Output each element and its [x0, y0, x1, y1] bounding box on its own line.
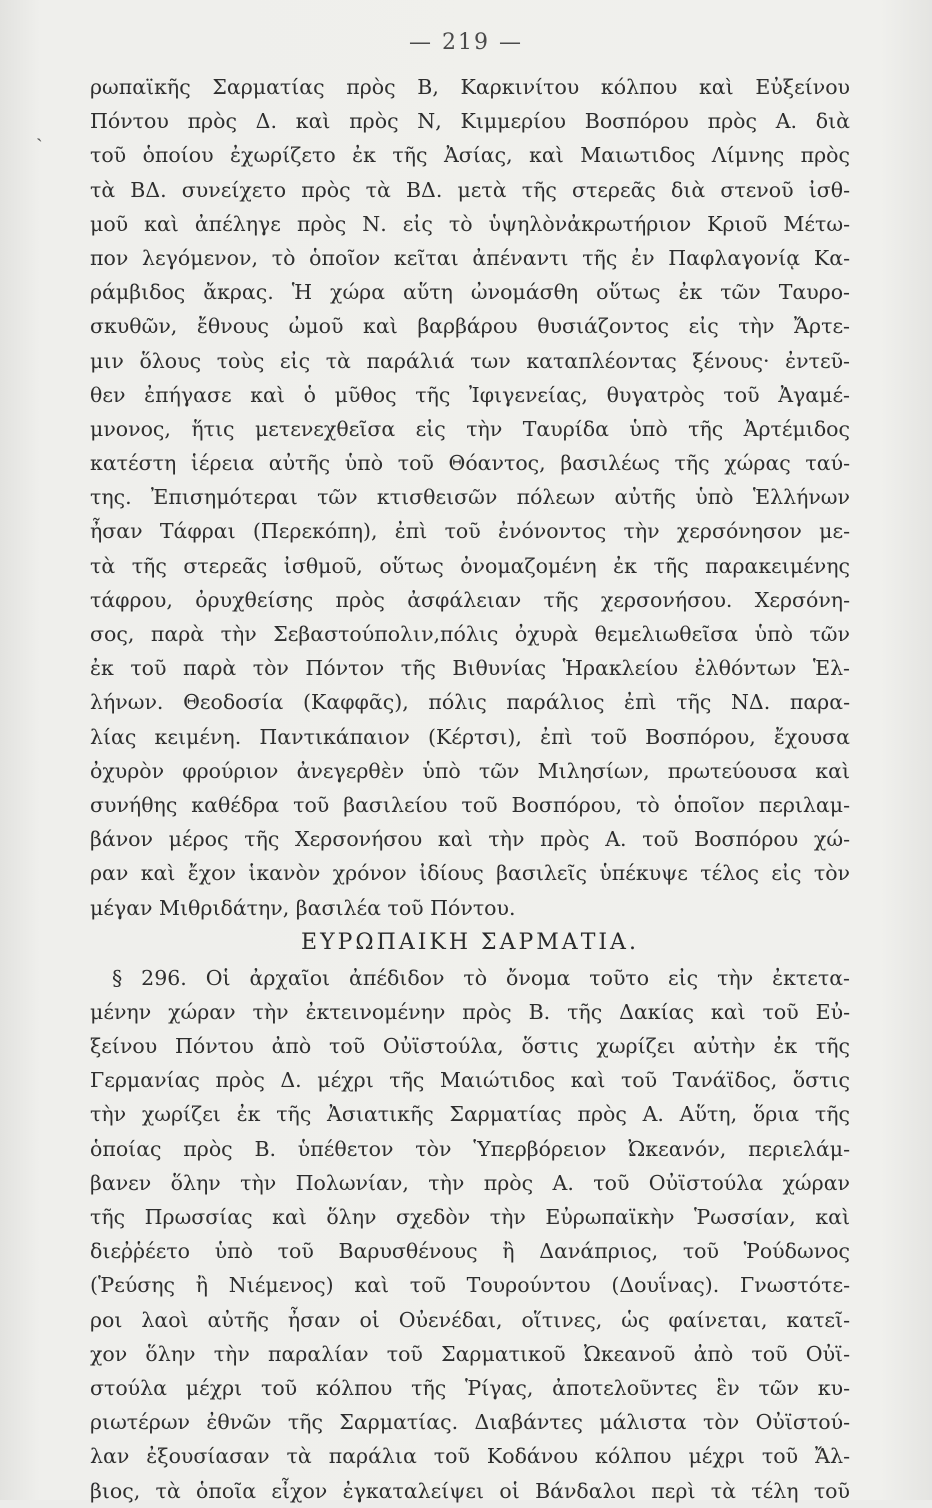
text-line: κατέστη ἱέρεια αὐτῆς ὑπὸ τοῦ Θόαντος, βασιλέως τῆς χώρας ταύ- [90, 451, 850, 476]
text-line: στούλα μέχρι τοῦ κόλπου τῆς Ῥίγας, ἀποτελοῦντες ἓν τῶν κυ- [90, 1375, 850, 1400]
text-line: ριωτέρων ἐθνῶν τῆς Σαρματίας. Διαβάντες μάλιστα τὸν Οὐϊστού- [90, 1410, 850, 1435]
text-line: ἐκ τοῦ παρὰ τὸν Πόντον τῆς Βιθυνίας Ἡρακλείου ἐλθόντων Ἑλ- [90, 656, 850, 681]
text-line: συνήθης καθέδρα τοῦ βασιλείου τοῦ Βοσπόρου, τὸ ὁποῖον περιλαμ- [90, 792, 850, 817]
paragraph-european-sarmatia [90, 961, 850, 1508]
text-line: τῆς Πρωσσίας καὶ ὅλην σχεδὸν τὴν Εὐρωπαϊκὴν Ῥωσσίαν, καὶ [90, 1205, 850, 1229]
text-line: τὴν χωρίζει ἐκ τῆς Ἀσιατικῆς Σαρματίας πρὸς Α. Αὕτη, ὅρια τῆς [90, 1102, 850, 1127]
text-line: χον ὅλην τὴν παραλίαν τοῦ Σαρματικοῦ Ὠκεανοῦ ἀπὸ τοῦ Οὐϊ- [90, 1341, 850, 1366]
text-line: § 296. Οἱ ἀρχαῖοι ἀπέδιδον τὸ ὄνομα τοῦτο εἰς τὴν ἐκτετα- [112, 965, 850, 990]
text-line: ἦσαν Τάφραι (Περεκόπη), ἐπὶ τοῦ ἐνόνοντος τὴν χερσόνησον με- [90, 519, 850, 544]
text-line: μένην χώραν τὴν ἐκτεινομένην πρὸς Β. τῆς Δακίας καὶ τοῦ Εὐ- [90, 999, 850, 1024]
text-line: τὰ ΒΔ. συνείχετο πρὸς τὰ ΒΔ. μετὰ τῆς στερεᾶς διὰ στενοῦ ἰσθ- [90, 177, 850, 202]
text-line: Γερμανίας πρὸς Δ. μέχρι τῆς Μαιώτιδος καὶ τοῦ Τανάϊδος, ὅστις [90, 1068, 850, 1093]
text-line: ροι λαοὶ αὐτῆς ἦσαν οἱ Οὐενέδαι, οἵτινες, ὡς φαίνεται, κατεῖ- [90, 1307, 850, 1332]
page-number: — 219 — [409, 30, 523, 55]
text-line: μνονος, ἥτις μετενεχθεῖσα εἰς τὴν Ταυρίδα ὑπὸ τῆς Ἀρτέμιδος [90, 416, 850, 441]
text-line: βανεν ὅλην τὴν Πολωνίαν, τὴν πρὸς Α. τοῦ Οὐϊστούλα χώραν [90, 1170, 850, 1195]
text-line: ὀχυρὸν φρούριον ἀνεγερθὲν ὑπὸ τῶν Μιλησίων, πρωτεύουσα καὶ [90, 758, 850, 783]
text-line: ὁποίας πρὸς Β. ὑπέθετον τὸν Ὑπερβόρειον Ὠκεανόν, περιελάμ- [90, 1136, 850, 1161]
margin-mark: ˏ [36, 118, 43, 142]
text-line: τοῦ ὁποίου ἐχωρίζετο ἐκ τῆς Ἀσίας, καὶ Μαιωτιδος Λίμνης πρὸς [90, 143, 850, 168]
text-line: διεῤῥέετο ὑπὸ τοῦ Βαρυσθένους ἢ Δανάπριος, τοῦ Ῥούδωνος [90, 1239, 850, 1264]
text-line: ραν καὶ ἔχον ἱκανὸν χρόνον ἰδίους βασιλεῖς ὑπέκυψε τέλος εἰς τὸν [90, 861, 850, 886]
text-line: (Ῥεύσης ἢ Νιέμενος) καὶ τοῦ Τουρούντου (Δουΐνας). Γνωστότε- [90, 1273, 850, 1298]
text-line: σος, παρὰ τὴν Σεβαστούπολιν,πόλις ὀχυρὰ θεμελιωθεῖσα ὑπὸ τῶν [90, 622, 850, 646]
text-line: λαν ἐξουσίασαν τὰ παράλια τοῦ Κοδάνου κόλπου μέχρι τοῦ Ἄλ- [90, 1444, 850, 1469]
paragraph-sarmatia-chersonesus [90, 70, 850, 925]
text-line: θεν ἐπήγασε καὶ ὁ μῦθος τῆς Ἰφιγενείας, θυγατρὸς τοῦ Ἀγαμέ- [90, 382, 850, 407]
text-line: βάνον μέρος τῆς Χερσονήσου καὶ τὴν πρὸς Α. τοῦ Βοσπόρου χώ- [90, 827, 850, 852]
text-line: Πόντου πρὸς Δ. καὶ πρὸς Ν, Κιμμερίου Βοσπόρου πρὸς Α. διὰ [90, 109, 850, 134]
text-block [90, 70, 850, 1508]
text-line: ξείνου Πόντου ἀπὸ τοῦ Οὐϊστούλα, ὅστις χωρίζει αὐτὴν ἐκ τῆς [90, 1034, 850, 1059]
text-line: πον λεγόμενον, τὸ ὁποῖον κεῖται ἀπέναντι τῆς ἐν Παφλαγονίᾳ Κα- [90, 245, 850, 270]
text-line: βιος, τὰ ὁποῖα εἶχον ἐγκαταλείψει οἱ Βάνδαλοι περὶ τὰ τέλη τοῦ [90, 1478, 850, 1503]
text-line: τάφρου, ὀρυχθείσης πρὸς ἀσφάλειαν τῆς χερσονήσου. Χερσόνη- [90, 587, 850, 612]
text-line: μέγαν Μιθριδάτην, βασιλέα τοῦ Πόντου. [90, 895, 516, 920]
text-line: τὰ τῆς στερεᾶς ἰσθμοῦ, οὕτως ὀνομαζομένη ἐκ τῆς παρακειμένης [90, 553, 850, 578]
text-line: λήνων. Θεοδοσία (Καφφᾶς), πόλις παράλιος ἐπὶ τῆς ΝΔ. παρα- [90, 690, 850, 715]
section-heading: ΕΥΡΩΠΑΙΚΗ ΣΑΡΜΑΤΙΑ. [301, 929, 639, 955]
text-line: λίας κειμένη. Παντικάπαιον (Κέρτσι), ἐπὶ τοῦ Βοσπόρου, ἔχουσα [90, 724, 850, 749]
text-line: της. Ἐπισημότεραι τῶν κτισθεισῶν πόλεων αὐτῆς ὑπὸ Ἑλλήνων [90, 485, 850, 510]
text-line: μιν ὅλους τοὺς εἰς τὰ παράλιά των καταπλέοντας ξένους· ἐντεῦ- [90, 348, 850, 373]
text-line: μοῦ καὶ ἀπέληγε πρὸς Ν. εἰς τὸ ὑψηλὸνἀκρωτήριον Κριοῦ Μέτω- [90, 211, 850, 236]
text-line: ρωπαϊκῆς Σαρματίας πρὸς Β, Καρκινίτου κόλπου καὶ Εὐξείνου [90, 75, 850, 99]
text-line: ράμβιδος ἄκρας. Ἡ χώρα αὕτη ὠνομάσθη οὕτως ἐκ τῶν Ταυρο- [90, 280, 850, 305]
text-line: σκυθῶν, ἔθνους ὠμοῦ καὶ βαρβάρου θυσιάζοντος εἰς τὴν Ἄρτε- [90, 314, 850, 339]
